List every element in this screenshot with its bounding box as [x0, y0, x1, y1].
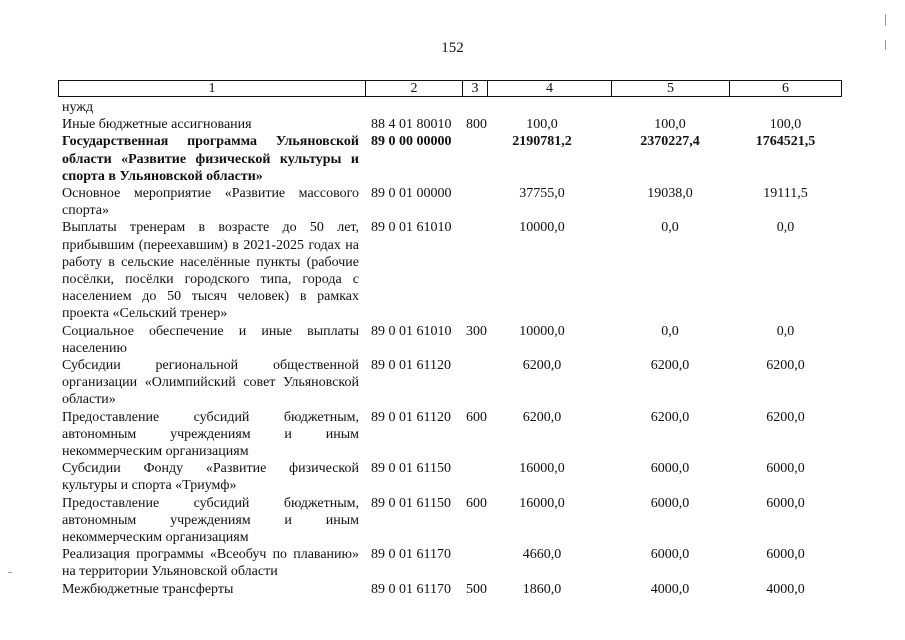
row-value-col4: 2190781,2 [512, 134, 572, 150]
row-code: 89 0 01 61170 [371, 581, 451, 597]
row-value-col6: 100,0 [769, 117, 802, 133]
row-value-col5: 2370227,4 [640, 134, 700, 150]
row-value-col4: 16000,0 [519, 495, 565, 511]
table-row [0, 133, 905, 185]
row-value-col5: 0,0 [661, 323, 679, 339]
table-row [0, 357, 905, 409]
header-col-4: 4 [488, 81, 612, 96]
row-value-col6: 0,0 [776, 220, 795, 236]
row-expense-type: 500 [466, 581, 487, 597]
row-value-col6: 0,0 [776, 323, 795, 339]
row-value-col4: 37755,0 [519, 185, 565, 201]
row-value-col6: 6000,0 [766, 495, 805, 511]
row-code: 89 0 01 61010 [371, 220, 452, 236]
row-name: Межбюджетные трансферты [62, 581, 234, 597]
row-code: 89 0 01 61120 [371, 357, 451, 373]
row-value-col4: 6200,0 [522, 409, 562, 425]
row-value-col4: 10000,0 [519, 220, 565, 236]
table-row [0, 219, 905, 322]
row-expense-type: 800 [466, 117, 487, 133]
scan-speck [885, 40, 886, 50]
row-name: Выплаты тренерам в возрасте до 50 лет, прибывшим (переехавшим) в 2021-2025 годах на работу в сельские населённые пункты (рабочие посёлки, посёлки городского типа, города с населением до 50 тысяч человек) в рамках проекта «Сельский тренер» [62, 220, 359, 322]
row-value-col6: 6200,0 [766, 357, 805, 373]
row-value-col4: 6200,0 [522, 357, 562, 373]
row-value-col5: 6000,0 [650, 461, 690, 477]
row-name: Предоставление субсидий бюджетным, автономным учреждениям и иным некоммерческим организациям [62, 409, 359, 459]
row-code: 88 4 01 80010 [371, 117, 452, 133]
row-value-col5: 4000,0 [650, 581, 690, 597]
row-value-col6: 1764521,5 [755, 134, 816, 150]
row-value-col5: 100,0 [654, 117, 686, 133]
header-col-1: 1 [59, 81, 366, 96]
table-row [0, 185, 905, 219]
table-row [0, 460, 905, 494]
scan-speck [8, 572, 12, 573]
table-row [0, 495, 905, 547]
table-row [0, 323, 905, 357]
row-name: Субсидии Фонду «Развитие физической культуры и спорта «Триумф» [62, 461, 359, 494]
row-code: 89 0 01 61150 [371, 495, 451, 511]
row-value-col6: 6200,0 [766, 409, 805, 425]
row-value-col4: 10000,0 [519, 323, 565, 339]
table-row [0, 99, 905, 116]
budget-table-body [0, 99, 905, 598]
row-name: Предоставление субсидий бюджетным, автономным учреждениям и иным некоммерческим организациям [62, 495, 359, 545]
row-name: Субсидии региональной общественной организации «Олимпийский совет Ульяновской области» [62, 357, 359, 408]
header-col-3: 3 [463, 81, 488, 96]
header-col-6: 6 [782, 81, 789, 96]
row-value-col4: 4660,0 [522, 547, 562, 563]
row-name: Основное мероприятие «Развитие массового спорта» [62, 185, 359, 219]
row-value-col5: 0,0 [661, 220, 679, 236]
table-row [0, 581, 905, 598]
row-value-col4: 100,0 [526, 117, 558, 133]
row-code: 89 0 01 61120 [371, 409, 451, 425]
scan-speck [885, 14, 886, 26]
row-code: 89 0 00 00000 [371, 134, 452, 150]
row-value-col5: 6200,0 [650, 357, 690, 373]
header-col-2: 2 [366, 81, 463, 96]
row-code: 89 0 01 61150 [371, 461, 451, 477]
row-value-col6: 19111,5 [763, 185, 808, 201]
row-value-col6: 4000,0 [766, 581, 805, 597]
table-row [0, 116, 905, 133]
table-header [58, 80, 842, 97]
header-col-5: 5 [612, 81, 730, 96]
row-name: Иные бюджетные ассигнования [62, 117, 252, 133]
row-value-col6: 6000,0 [766, 461, 805, 477]
row-value-col4: 1860,0 [522, 581, 562, 597]
table-row [0, 546, 905, 580]
row-name: Реализация программы «Всеобуч по плаванию» на территории Ульяновской области [62, 547, 359, 580]
row-value-col5: 19038,0 [647, 185, 693, 201]
row-code: 89 0 01 00000 [371, 185, 452, 201]
row-expense-type: 300 [466, 323, 487, 339]
row-value-col5: 6200,0 [650, 409, 690, 425]
row-name: нужд [62, 100, 94, 115]
page-number: 152 [441, 40, 464, 56]
row-value-col6: 6000,0 [766, 547, 805, 563]
row-value-col4: 16000,0 [519, 461, 565, 477]
row-code: 89 0 01 61170 [371, 547, 451, 563]
row-name: Государственная программа Ульяновской области «Развитие физической культуры и спорта в Ульяновской области» [62, 134, 359, 184]
row-expense-type: 600 [466, 409, 487, 425]
row-name: Социальное обеспечение и иные выплаты населению [62, 323, 359, 356]
row-expense-type: 600 [466, 495, 487, 511]
row-value-col5: 6000,0 [650, 547, 690, 563]
row-value-col5: 6000,0 [650, 495, 690, 511]
row-code: 89 0 01 61010 [371, 323, 452, 339]
table-row [0, 409, 905, 461]
